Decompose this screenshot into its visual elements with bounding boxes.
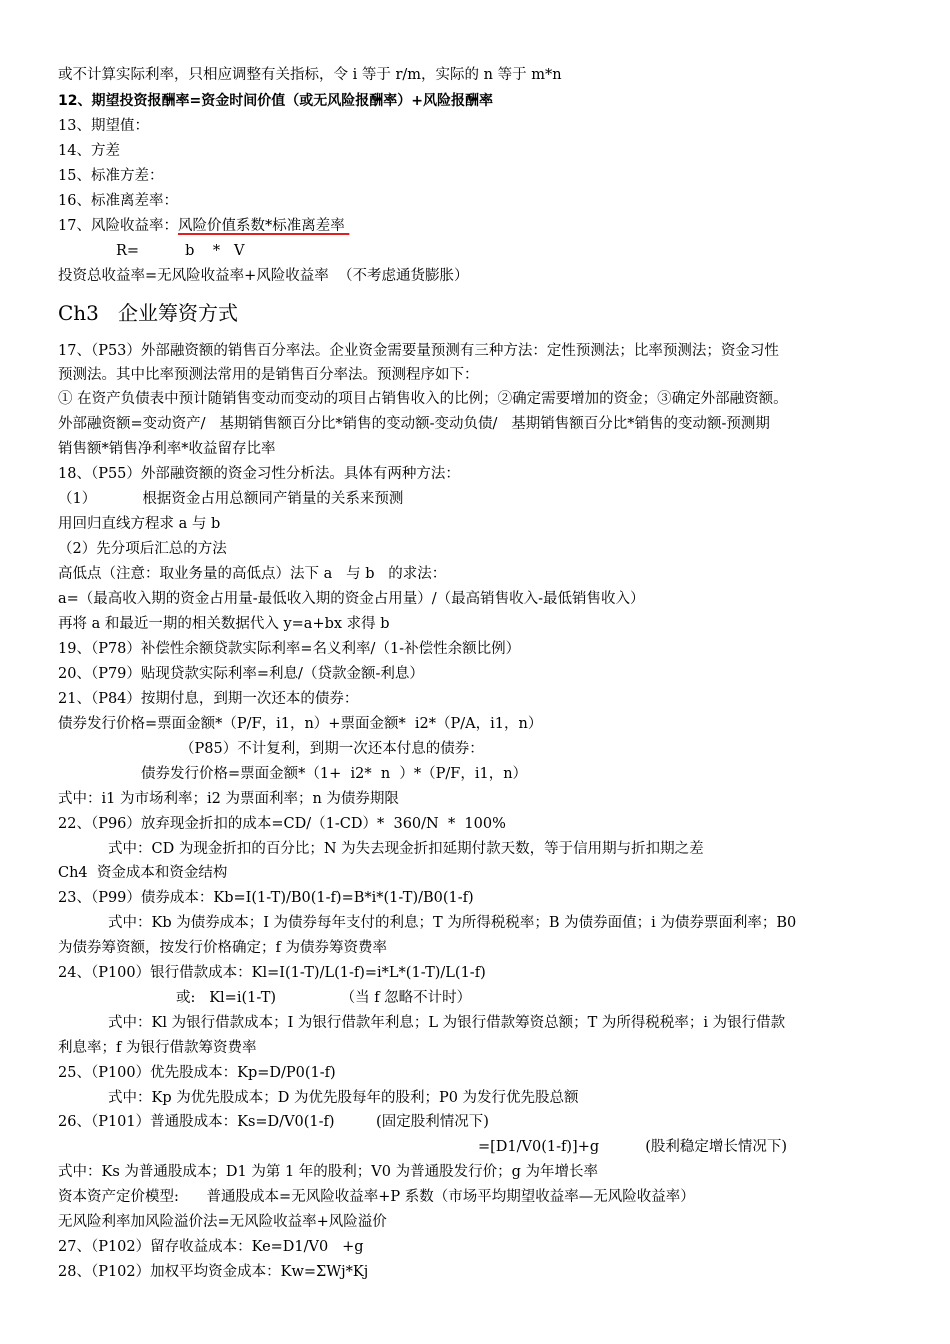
text-line: （P85）不计复利，到期一次还本付息的债券： xyxy=(180,741,484,757)
text-line: 式中：Kl 为银行借款成本；I 为银行借款年利息；L 为银行借款筹资总额；T 为所得税税率；i 为银行借款 xyxy=(108,1015,786,1031)
text-line: 无风险利率加风险溢价法=无风险收益率+风险溢价 xyxy=(58,1214,387,1230)
text-line: 式中：i1 为市场利率；i2 为票面利率；n 为债券期限 xyxy=(58,791,399,807)
text-line: 27、（P102）留存收益成本：Ke=D1/V0 +g xyxy=(58,1239,364,1255)
text-line: 18、（P55）外部融资额的资金习性分析法。具体有两种方法： xyxy=(58,466,460,482)
text-line: （2）先分项后汇总的方法 xyxy=(58,541,227,557)
text-line: 外部融资额=变动资产/ 基期销售额百分比*销售的变动额-变动负债/ 基期销售额百分比*销售的变动额-预测期 xyxy=(58,416,770,432)
text-line: a=（最高收入期的资金占用量-最低收入期的资金占用量）/（最高销售收入-最低销售收入） xyxy=(58,591,645,607)
text-line: R= b * V xyxy=(116,243,245,259)
text-line: 13、期望值： xyxy=(58,118,149,134)
text-line: ① 在资产负债表中预计随销售变动而变动的项目占销售收入的比例；②确定需要增加的资金；③确定外部融资额。 xyxy=(58,391,788,407)
text-line: 26、（P101）普通股成本：Ks=D/V0(1-f) (固定股利情况下) xyxy=(58,1114,489,1130)
text-line: 23、（P99）债券成本：Kb=I(1-T)/B0(1-f)=B*i*(1-T)/B0(1-f) xyxy=(58,890,474,906)
text-line: 19、（P78）补偿性余额贷款实际利率=名义利率/（1-补偿性余额比例） xyxy=(58,641,521,657)
text-line: 销售额*销售净利率*收益留存比率 xyxy=(58,441,276,457)
text-line: 式中：Kp 为优先股成本；D 为优先股每年的股利；P0 为发行优先股总额 xyxy=(108,1090,579,1106)
text-line: 28、（P102）加权平均资金成本：Kw=ΣWj*Kj xyxy=(58,1264,369,1280)
text-line: 20、（P79）贴现贷款实际利率=利息/（贷款金额-利息） xyxy=(58,666,424,682)
text-span: 17、风险收益率： xyxy=(58,218,178,234)
text-line: 式中：Kb 为债券成本；I 为债券每年支付的利息；T 为所得税税率；B 为债券面值；i 为债券票面利率；B0 xyxy=(108,915,797,931)
text-line: 15、标准方差： xyxy=(58,168,164,184)
text-line: 21、（P84）按期付息，到期一次还本的债券： xyxy=(58,691,359,707)
text-line: 24、（P100）银行借款成本：Kl=I(1-T)/L(1-f)=i*L*(1-T)/L(1-f) xyxy=(58,965,486,981)
text-line-bold: 12、期望投资报酬率=资金时间价值（或无风险报酬率）+风险报酬率 xyxy=(58,93,493,109)
section-heading: Ch3 企业筹资方式 xyxy=(58,301,238,325)
text-line: 14、方差 xyxy=(58,143,120,159)
text-line: 25、（P100）优先股成本：Kp=D/P0(1-f) xyxy=(58,1065,336,1081)
text-line: （1） 根据资金占用总额同产销量的关系来预测 xyxy=(58,491,404,507)
text-line: 式中：CD 为现金折扣的百分比；N 为失去现金折扣延期付款天数，等于信用期与折扣期之差 xyxy=(108,841,704,857)
text-line: 投资总收益率=无风险收益率+风险收益率 （不考虑通货膨胀） xyxy=(58,268,469,284)
text-line: 或不计算实际利率，只相应调整有关指标，令 i 等于 r/m，实际的 n 等于 m*n xyxy=(58,67,562,83)
section-heading-small: Ch4 资金成本和资金结构 xyxy=(58,865,228,881)
underlined-formula: 风险价值系数*标准离差率 xyxy=(177,218,350,234)
text-line: 资本资产定价模型: 普通股成本=无风险收益率+P 系数（市场平均期望收益率—无风险收益率） xyxy=(58,1189,695,1205)
text-line: =[D1/V0(1-f)]+g (股利稳定增长情况下) xyxy=(478,1139,788,1155)
text-line: 式中：Ks 为普通股成本；D1 为第 1 年的股利；V0 为普通股发行价；g 为年增长率 xyxy=(58,1164,598,1180)
text-line: 16、标准离差率： xyxy=(58,193,178,209)
text-line: 为债券筹资额，按发行价格确定；f 为债券筹资费率 xyxy=(58,940,387,956)
text-line: 利息率；f 为银行借款筹资费率 xyxy=(58,1040,257,1056)
text-line: 或: Kl=i(1-T) （当 f 忽略不计时） xyxy=(176,990,472,1006)
text-line: 预测法。其中比率预测法常用的是销售百分率法。预测程序如下： xyxy=(58,367,479,383)
text-line: 22、（P96）放弃现金折扣的成本=CD/（1-CD）* 360/N * 100% xyxy=(58,816,506,832)
text-line: 用回归直线方程求 a 与 b xyxy=(58,516,221,532)
text-line: 债券发行价格=票面金额*（P/F，i1，n）+票面金额* i2*（P/A，i1，n） xyxy=(58,716,543,732)
text-line: 17、（P53）外部融资额的销售百分率法。企业资金需要量预测有三种方法：定性预测法；比率预测法；资金习性 xyxy=(58,343,779,359)
text-line: 债券发行价格=票面金额*（1+ i2* n ）*（P/F，i1，n） xyxy=(141,766,528,782)
text-line xyxy=(58,217,898,235)
text-line: 高低点（注意：取业务量的高低点）法下 a 与 b 的求法： xyxy=(58,566,447,582)
text-line: 再将 a 和最近一期的相关数据代入 y=a+bx 求得 b xyxy=(58,616,390,632)
